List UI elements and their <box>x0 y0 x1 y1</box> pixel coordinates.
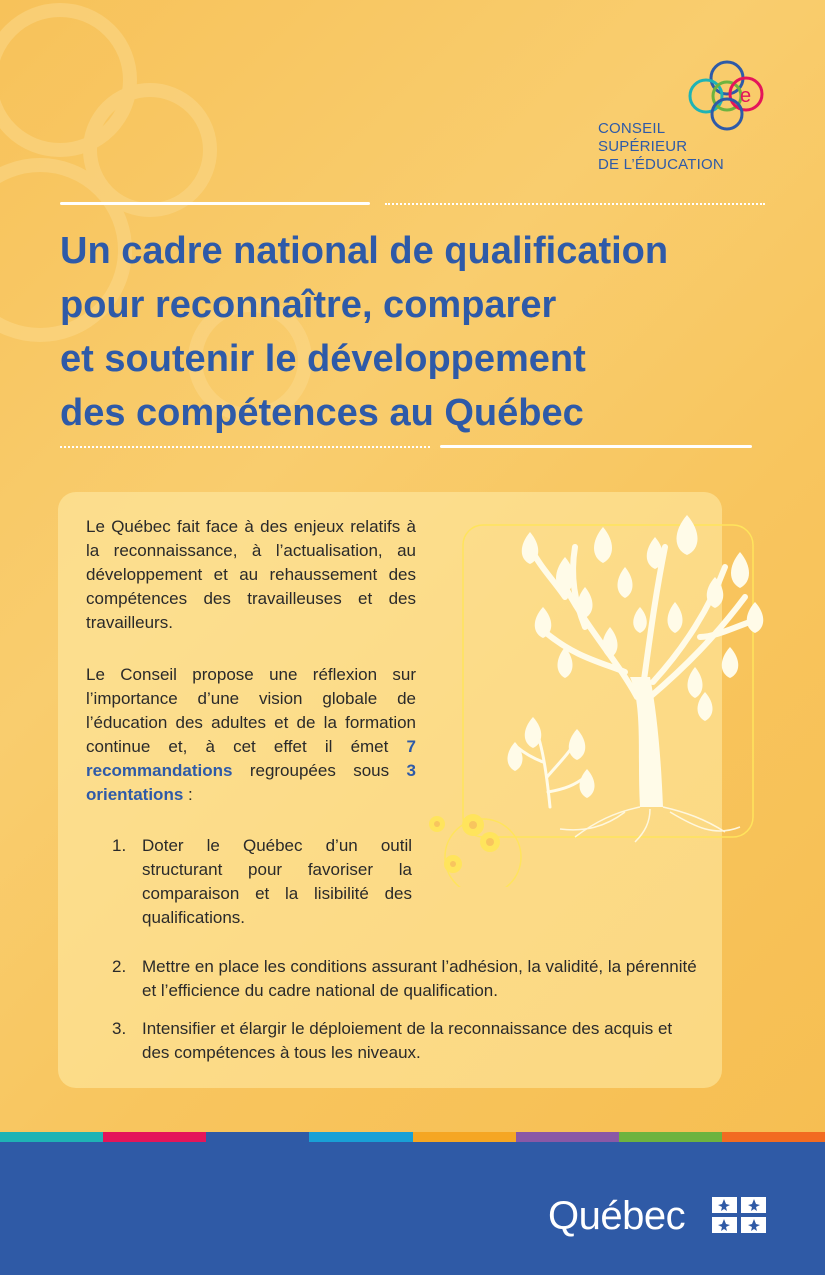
quebec-fleurdelise-flag-icon <box>712 1197 766 1233</box>
title-line-2: pour reconnaître, comparer <box>60 284 557 326</box>
p2-text-a: Le Conseil propose une réflexion sur l’importance d’une vision globale de l’éducation des adultes et de la formation continue et, à cet effet il émet <box>86 665 416 756</box>
title-rule-bottom-solid <box>440 445 752 448</box>
footer-bar <box>0 1142 825 1275</box>
color-stripe-segment <box>309 1132 412 1142</box>
page-title <box>60 224 780 440</box>
title-line-1: Un cadre national de qualification <box>60 230 669 272</box>
logo-line-3: DE L’ÉDUCATION <box>598 156 724 173</box>
color-stripe-segment <box>413 1132 516 1142</box>
orientations-highlight: 3 orientations <box>86 761 416 804</box>
color-stripe-segment <box>103 1132 206 1142</box>
intro-paragraph-2 <box>86 663 416 807</box>
svg-text:e: e <box>740 85 752 107</box>
title-line-3: et soutenir le développement <box>60 338 586 380</box>
color-stripe-segment <box>722 1132 825 1142</box>
title-line-4: des compétences au Québec <box>60 392 584 434</box>
title-rule-top-solid <box>60 202 370 205</box>
p2-text-c: : <box>183 785 193 804</box>
orientation-number: 2. <box>112 957 127 976</box>
quebec-wordmark: Québec <box>548 1194 686 1238</box>
color-stripe-segment <box>0 1132 103 1142</box>
recommendations-highlight: 7 recommandations <box>86 737 416 780</box>
color-stripe-segment <box>516 1132 619 1142</box>
orientation-text: Doter le Québec d’un outil structurant pour favoriser la comparaison et la lisibilité des qualifications. <box>142 836 412 927</box>
color-stripe-segment <box>619 1132 722 1142</box>
title-rule-bottom-dotted <box>60 446 430 448</box>
p2-text-b: regroupées sous <box>232 761 407 780</box>
conseil-logo <box>598 58 788 188</box>
orientation-number: 1. <box>112 836 127 855</box>
color-stripe-segment <box>206 1132 309 1142</box>
color-stripe <box>0 1132 825 1142</box>
intro-paragraph-1: Le Québec fait face à des enjeux relatifs à la reconnaissance, à l’actualisation, au développement et au rehaussement des compétences des travailleuses et des travailleurs. <box>86 517 416 632</box>
orientation-number: 3. <box>112 1019 127 1038</box>
orientation-text: Mettre en place les conditions assurant l’adhésion, la validité, la pérennité et l’efficience du cadre national de qualification. <box>142 957 697 1000</box>
logo-line-1: CONSEIL <box>598 120 666 137</box>
tree-illustration-icon <box>425 507 770 887</box>
logo-line-2: SUPÉRIEUR <box>598 138 688 155</box>
orientation-text: Intensifier et élargir le déploiement de la reconnaissance des acquis et des compétences à tous les niveaux. <box>142 1019 673 1062</box>
title-rule-top-dotted <box>385 203 765 205</box>
